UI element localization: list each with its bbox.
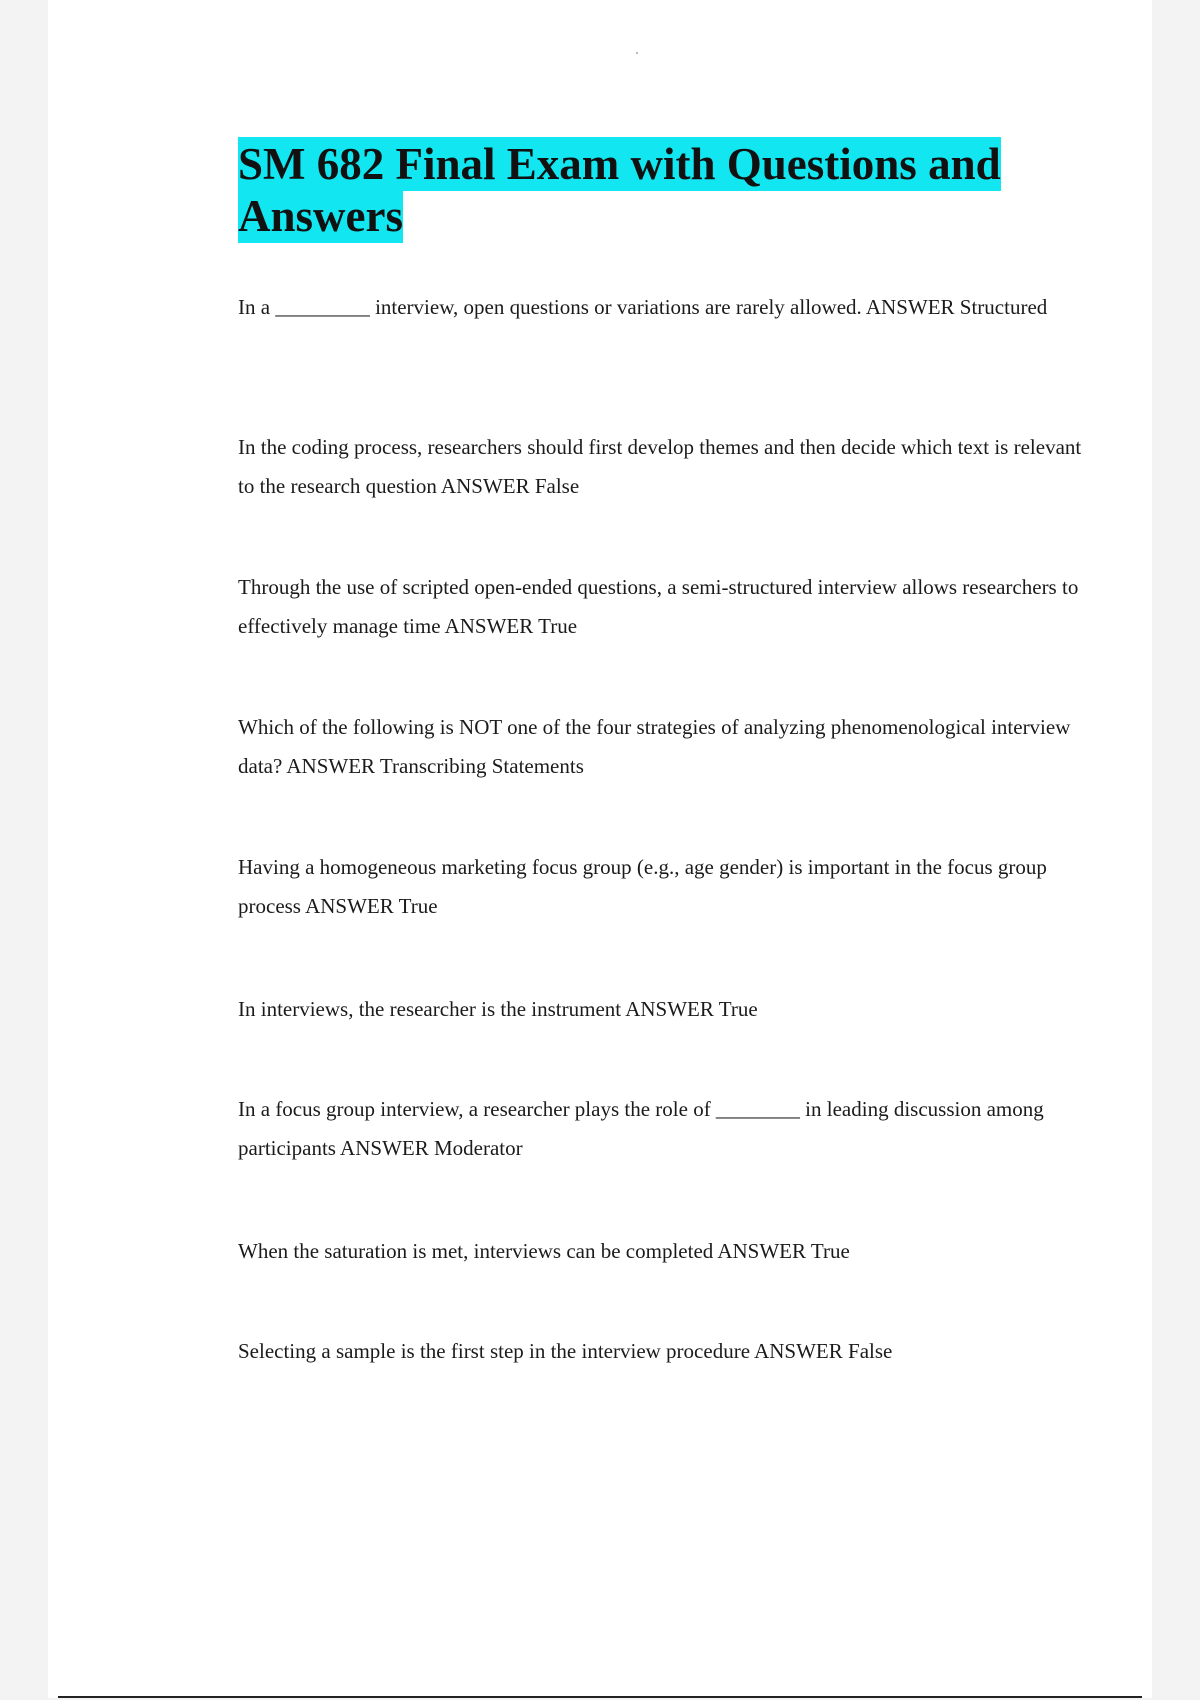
qa-item-7: In a focus group interview, a researcher plays the role of ________ in leading discussion among participants ANSWER Moderator (238, 1097, 1044, 1160)
qa-item-9: Selecting a sample is the first step in the interview procedure ANSWER False (238, 1339, 893, 1363)
top-dot-mark (636, 52, 638, 54)
qa-item-4: Which of the following is NOT one of the four strategies of analyzing phenomenological interview data? ANSWER Transcribing Statements (238, 715, 1071, 778)
bottom-rule (58, 1696, 1142, 1698)
qa-item-1: In a _________ interview, open questions or variations are rarely allowed. ANSWER Structured (238, 295, 1048, 319)
qa-item-8: When the saturation is met, interviews can be completed ANSWER True (238, 1239, 850, 1263)
title-highlight: SM 682 Final Exam with Questions and Answers (238, 139, 1001, 241)
qa-item-6: In interviews, the researcher is the instrument ANSWER True (238, 997, 758, 1021)
document-title (238, 138, 1058, 242)
document-page (48, 0, 1152, 1698)
qa-item-5: Having a homogeneous marketing focus group (e.g., age gender) is important in the focus group process ANSWER True (238, 855, 1047, 918)
qa-item-3: Through the use of scripted open-ended questions, a semi-structured interview allows researchers to effectively manage time ANSWER True (238, 575, 1079, 638)
qa-item-2: In the coding process, researchers should first develop themes and then decide which text is relevant to the research question ANSWER False (238, 435, 1082, 498)
